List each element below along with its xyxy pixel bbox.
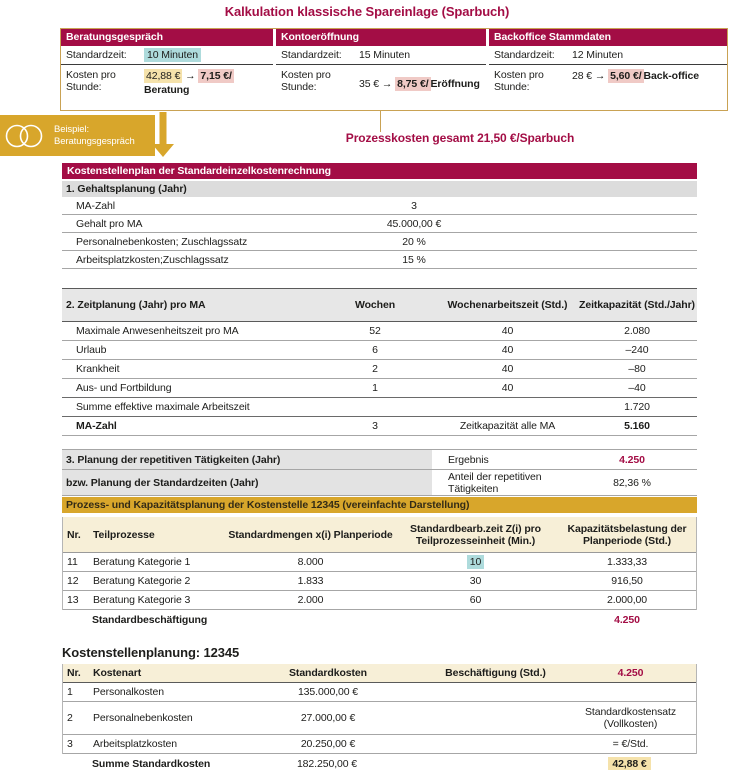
row-label: Krankheit bbox=[76, 363, 120, 375]
col-header-beschaeftigung: Beschäftigung (Std.) bbox=[445, 667, 546, 679]
cell-standardkosten: 20.250,00 € bbox=[300, 738, 356, 750]
cell-zeit-highlight: 10 bbox=[467, 555, 484, 569]
kostenstellenplanung-table bbox=[62, 664, 697, 770]
table-row bbox=[63, 591, 696, 610]
table-row bbox=[63, 683, 696, 702]
cell-nr: 1 bbox=[67, 686, 73, 698]
standardzeit-value: 15 Minuten bbox=[359, 49, 410, 61]
cell-zeitkapazitaet: 2.080 bbox=[624, 325, 650, 337]
table-row bbox=[62, 197, 697, 215]
cell-wochenarbeitszeit: 40 bbox=[501, 363, 514, 375]
arrow-glyph: → bbox=[381, 78, 393, 90]
table-row bbox=[62, 215, 697, 233]
cell-teilprozess: Beratung Kategorie 2 bbox=[93, 575, 191, 587]
cell-note: = €/Std. bbox=[612, 738, 649, 750]
table-row bbox=[62, 322, 697, 341]
kosten-value bbox=[144, 69, 273, 99]
rate-cost: 8,75 €/ bbox=[397, 78, 429, 90]
row-label: MA-Zahl bbox=[76, 199, 115, 212]
kosten-row bbox=[276, 65, 486, 99]
row-value: 20 % bbox=[402, 235, 426, 248]
kosten-label: Kosten pro Stunde: bbox=[494, 69, 544, 93]
rate-unit: Eröffnung bbox=[430, 78, 480, 90]
costcenter-header-row bbox=[63, 664, 696, 683]
arrow-glyph: → bbox=[185, 70, 196, 82]
connector-line bbox=[380, 111, 381, 132]
standardzeit-label: Standardzeit: bbox=[281, 49, 342, 61]
table-row bbox=[63, 702, 696, 735]
standardzeit-value: 12 Minuten bbox=[572, 49, 623, 61]
standardzeit-row bbox=[276, 46, 486, 65]
cell-teilprozess: Beratung Kategorie 1 bbox=[93, 556, 191, 568]
example-badge-line2: Beratungsgespräch bbox=[54, 135, 135, 147]
standardzeit-label: Standardzeit: bbox=[494, 49, 555, 61]
kosten-value bbox=[359, 69, 486, 99]
process-total-text: Prozesskosten gesamt 21,50 €/Sparbuch bbox=[345, 131, 575, 145]
rate-unit: Back-office bbox=[643, 70, 700, 82]
sum-label: Summe Standardkosten bbox=[92, 757, 211, 770]
table-row bbox=[63, 553, 696, 572]
cell-nr: 2 bbox=[67, 712, 73, 724]
section1-title: 1. Gehaltsplanung (Jahr) bbox=[62, 181, 697, 197]
row-label: Maximale Anwesenheitszeit pro MA bbox=[76, 325, 239, 337]
cell-zeitkapazitaet: –240 bbox=[625, 344, 649, 356]
cell-kapazitaet: 1.333,33 bbox=[606, 556, 648, 568]
row-label: Gehalt pro MA bbox=[76, 217, 143, 230]
page-title: Kalkulation klassische Spareinlage (Sparbuch) bbox=[224, 4, 510, 19]
col-header-kapazitaetsbelastung: Kapazitätsbelastung der Planperiode (Std.) bbox=[567, 522, 687, 547]
process-box-kontoeroeffnung bbox=[276, 29, 486, 110]
cell-menge: 2.000 bbox=[297, 594, 324, 606]
process-box-beratung bbox=[61, 29, 273, 110]
row-value: 45.000,00 € bbox=[386, 217, 442, 230]
row-label: Arbeitsplatzkosten;Zuschlagssatz bbox=[76, 253, 229, 266]
sum-label: Standardbeschäftigung bbox=[92, 613, 208, 626]
table-row bbox=[63, 572, 696, 591]
table-row bbox=[62, 450, 697, 470]
sum-rate-highlight: 42,88 € bbox=[608, 757, 650, 770]
base-cost: 28 € bbox=[572, 70, 593, 82]
capacity-header-row bbox=[63, 517, 696, 553]
kosten-row bbox=[489, 65, 727, 99]
cell-note: Standardkostensatz (Vollkosten) bbox=[584, 706, 676, 730]
cell-wochen: 6 bbox=[372, 344, 378, 356]
kosten-label: Kosten pro Stunde: bbox=[66, 69, 116, 93]
cell-standardkosten: 135.000,00 € bbox=[297, 686, 359, 698]
cell-nr: 11 bbox=[67, 556, 78, 568]
cell-menge: 8.000 bbox=[297, 556, 324, 568]
row-label: Aus- und Fortbildung bbox=[76, 382, 172, 394]
process-box-header: Beratungsgespräch bbox=[61, 29, 273, 46]
cell-zeitkapazitaet: 5.160 bbox=[624, 420, 650, 432]
cell-wochen: 52 bbox=[369, 325, 381, 337]
row-label: bzw. Planung der Standardzeiten (Jahr) bbox=[62, 470, 432, 495]
speech-bubbles-icon bbox=[0, 119, 50, 153]
rate-cost: 5,60 €/ bbox=[610, 70, 642, 82]
col-header-nr: Nr. bbox=[67, 528, 81, 541]
sum-row bbox=[62, 754, 697, 770]
row-label: 3. Planung der repetitiven Tätigkeiten (Jahr) bbox=[62, 450, 432, 469]
anteil-value: 82,36 % bbox=[613, 476, 651, 489]
repetitive-taetigkeiten-block bbox=[62, 449, 697, 496]
kosten-value bbox=[572, 69, 727, 99]
process-box-header: Kontoeröffnung bbox=[276, 29, 486, 46]
standardzeit-row bbox=[489, 46, 727, 65]
main-header-bar: Kostenstellenplan der Standardeinzelkostenrechnung bbox=[62, 163, 697, 179]
row-label: Summe effektive maximale Arbeitszeit bbox=[76, 401, 250, 413]
example-badge-text bbox=[54, 124, 135, 148]
base-cost: 42,88 € bbox=[146, 70, 181, 82]
table-row bbox=[62, 233, 697, 251]
cell-nr: 3 bbox=[67, 738, 73, 750]
col-header-standardmengen: Standardmengen x(i) Planperiode bbox=[228, 528, 393, 541]
table-row bbox=[62, 379, 697, 398]
col-header-teilprozesse: Teilprozesse bbox=[93, 528, 155, 541]
cell-kostenart: Arbeitsplatzkosten bbox=[93, 738, 177, 750]
row-value: 15 % bbox=[402, 253, 426, 266]
cell-zeit: 30 bbox=[469, 575, 482, 587]
gehaltsplanung-table bbox=[62, 181, 697, 269]
rate-cost: 7,15 €/ bbox=[200, 70, 232, 82]
cell-wochenarbeitszeit: 40 bbox=[501, 325, 514, 337]
cell-zeitkapazitaet: 1.720 bbox=[624, 401, 650, 413]
section2-header-row bbox=[62, 288, 697, 322]
cell-teilprozess: Beratung Kategorie 3 bbox=[93, 594, 191, 606]
standardzeit-value-highlight: 10 Minuten bbox=[144, 48, 201, 62]
cell-wochen: 1 bbox=[372, 382, 378, 394]
table-row bbox=[62, 360, 697, 379]
zeitplanung-table bbox=[62, 288, 697, 436]
sum-standardkosten: 182.250,00 € bbox=[296, 757, 358, 770]
anteil-label: Anteil der repetitiven Tätigkeiten bbox=[448, 470, 542, 495]
table-row bbox=[63, 735, 696, 754]
cell-wochen: 3 bbox=[372, 420, 378, 432]
row-label: Personalnebenkosten; Zuschlagssatz bbox=[76, 235, 248, 248]
cell-kapazitaet: 916,50 bbox=[611, 575, 643, 587]
col-header-wochen: Wochen bbox=[354, 299, 396, 311]
table-row bbox=[62, 341, 697, 360]
col-header-kostenart: Kostenart bbox=[93, 667, 142, 679]
example-badge-line1: Beispiel: bbox=[54, 123, 90, 135]
sum-row bbox=[62, 610, 697, 629]
cell-wochenarbeitszeit: 40 bbox=[501, 344, 514, 356]
col-header-standardkosten: Standardkosten bbox=[289, 667, 367, 679]
table-row bbox=[62, 470, 697, 496]
cell-nr: 12 bbox=[67, 575, 79, 587]
col-header-nr: Nr. bbox=[67, 667, 81, 679]
ma-zahl-row bbox=[62, 417, 697, 436]
arrow-glyph: → bbox=[594, 70, 606, 82]
row-label: Urlaub bbox=[76, 344, 107, 356]
cell-zeitkapazitaet: –40 bbox=[628, 382, 646, 394]
section2-title: 2. Zeitplanung (Jahr) pro MA bbox=[66, 299, 206, 311]
cell-zeitkapazitaet: –80 bbox=[628, 363, 646, 375]
kapazitaetsplanung-table bbox=[62, 517, 697, 629]
col-header-standardbearbzeit: Standardbearb.zeit Z(i) pro Teilprozesseinheit (Min.) bbox=[410, 522, 541, 547]
cell-zeit: 60 bbox=[469, 594, 482, 606]
standardzeit-label: Standardzeit: bbox=[66, 49, 127, 61]
cell-kostenart: Personalnebenkosten bbox=[93, 712, 193, 724]
kosten-label: Kosten pro Stunde: bbox=[281, 69, 331, 93]
cell-wochen: 2 bbox=[372, 363, 378, 375]
base-cost: 35 € bbox=[359, 78, 380, 90]
sum-row bbox=[62, 398, 697, 417]
cell-kapazitaet: 2.000,00 bbox=[606, 594, 648, 606]
down-arrow-icon bbox=[151, 112, 175, 158]
kostenstellenplanung-heading: Kostenstellenplanung: 12345 bbox=[62, 645, 240, 660]
cell-zeitkapazitaet-alle-ma: Zeitkapazität alle MA bbox=[459, 420, 556, 432]
row-value: 3 bbox=[411, 199, 417, 212]
rate-unit: Beratung bbox=[144, 84, 190, 96]
cell-nr: 13 bbox=[67, 594, 79, 606]
row-label: MA-Zahl bbox=[76, 420, 117, 432]
kosten-row bbox=[61, 65, 273, 99]
table-row bbox=[62, 251, 697, 269]
col-header-beschaeftigung-value: 4.250 bbox=[617, 667, 644, 679]
ergebnis-label: Ergebnis bbox=[448, 453, 489, 466]
process-boxes bbox=[60, 28, 728, 111]
process-box-backoffice bbox=[489, 29, 727, 110]
cell-standardkosten: 27.000,00 € bbox=[300, 712, 356, 724]
prozess-kapazitaetsplanung-bar: Prozess- und Kapazitätsplanung der Kostenstelle 12345 (vereinfachte Darstellung) bbox=[62, 497, 697, 513]
col-header-wochenarbeitszeit: Wochenarbeitszeit (Std.) bbox=[447, 299, 568, 311]
cell-kostenart: Personalkosten bbox=[93, 686, 164, 698]
cell-menge: 1.833 bbox=[297, 575, 324, 587]
col-header-zeitkapazitaet: Zeitkapazität (Std./Jahr) bbox=[579, 299, 695, 311]
cell-wochenarbeitszeit: 40 bbox=[501, 382, 514, 394]
example-badge bbox=[0, 115, 155, 156]
standardzeit-row bbox=[61, 46, 273, 65]
process-box-header: Backoffice Stammdaten bbox=[489, 29, 727, 46]
sum-value: 4.250 bbox=[614, 613, 640, 626]
ergebnis-value: 4.250 bbox=[619, 453, 645, 466]
